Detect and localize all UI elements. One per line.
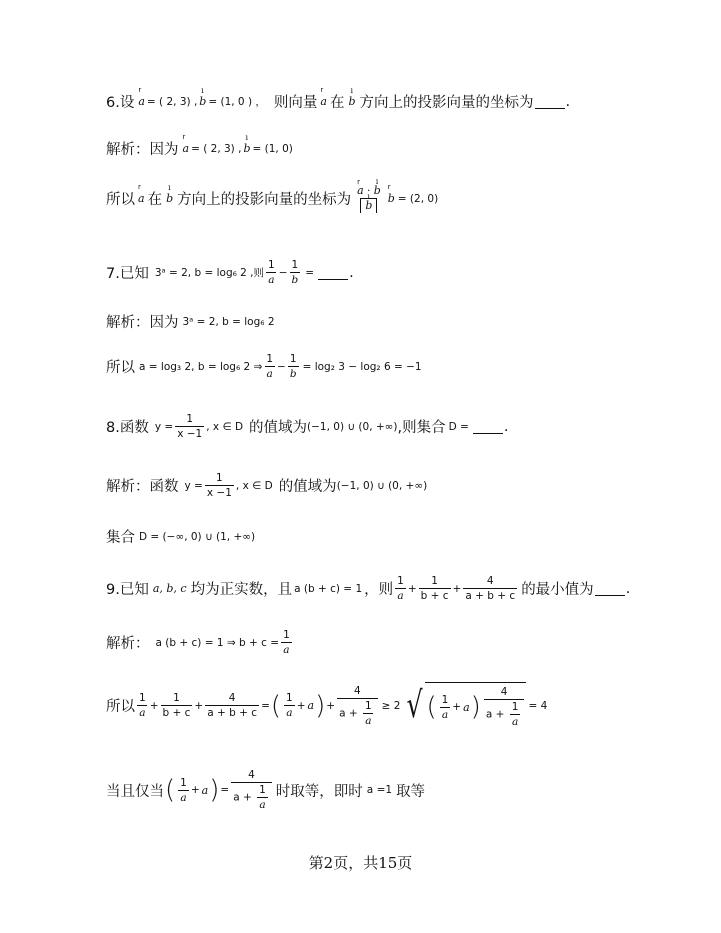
vector-a: r a — [138, 95, 145, 108]
vector-a: r a — [183, 142, 190, 155]
fraction-one-over-b: $\frac{1}{b}$ — [291, 259, 299, 286]
q7-conclusion: 所以 a = log₃ 2, b = log₆ 2 ⇒ $\frac{1}{a}$ − $\frac{1}{b}$ = log₂ 3 − log₂ 6 = −1 — [106, 353, 422, 380]
q7-prompt: 7.已知 3ᵃ = 2, b = log₆ 2 ,则 $\frac{1}{a}$ − $\frac{1}{b}$ = . — [106, 259, 354, 286]
q8-set: 集合 D = (−∞, 0) ∪ (1, +∞) — [106, 530, 256, 546]
fraction-one-over-x-minus-1: $\frac{1}{x -1}$ — [177, 413, 203, 440]
square-root: √ ( $\frac{1}{a}$ + a ) 4 a + $\frac{1}{a}$ — [403, 682, 527, 729]
q9-inequality: 所以 $\frac{1}{a}$ + $\frac{1}{b + c}$ + $\frac{4}{a + b + c}$ = ( $\frac{1}{a}$ + a ) + 4 a + $\frac{1}{a}$ ≥ 2 √ ( $\frac{1}{a}$ + a ) 4 a + $\frac{1}{a}$ = 4 — [106, 682, 547, 729]
page-footer: 第2页，共15页 — [308, 854, 413, 872]
vector-b: ı b — [348, 95, 355, 108]
q8-solution: 解析：函数 y = $\frac{1}{x -1}$ , x ∈ D 的值域为 (−1, 0) ∪ (0, +∞) — [106, 472, 428, 499]
answer-blank — [535, 94, 565, 109]
q6-prompt: 6.设 r a = ( 2, 3) , ı b = (1, 0 ) ， 则向量 r a 在 ı b 方向上的投影向量的坐标为 . — [106, 91, 570, 112]
vector-b: ı b — [199, 95, 206, 108]
answer-blank — [318, 265, 348, 280]
fraction-one-over-b: $\frac{1}{b}$ — [289, 353, 297, 380]
q9-solution: 解析： a (b + c) = 1 ⇒ b + c = $\frac{1}{a}$ — [106, 629, 290, 656]
q9-prompt: 9.已知 a, b, c 均为正实数，且 a (b + c) = 1 ，则 $\frac{1}{a}$ + $\frac{1}{b + c}$ + $\frac{4}{a + b + c}$ 的最小值为 . — [106, 575, 631, 602]
q8-prompt: 8.函数 y = $\frac{1}{x -1}$ , x ∈ D 的值域为 (−1, 0) ∪ (0, +∞) ,则集合 D = . — [106, 413, 509, 440]
vector-b: ı b — [243, 142, 250, 155]
projection-fraction: r a · ı b ı b — [355, 184, 383, 213]
fraction-one-over-a: $\frac{1}{a}$ — [266, 353, 274, 380]
vector-b: ı b — [166, 192, 173, 205]
q6-solution: 解析：因为 r a = ( 2, 3) , ı b = (1, 0) — [106, 138, 293, 159]
vector-b: r b — [388, 192, 395, 205]
answer-blank — [473, 419, 503, 434]
vector-a: r a — [320, 95, 327, 108]
q7-solution: 解析：因为 3ᵃ = 2, b = log₆ 2 — [106, 315, 275, 331]
q9-equality-condition: 当且仅当 ( $\frac{1}{a}$ + a ) = 4 a + $\frac{1}{a}$ 时取等，即时 a =1 取等 — [106, 769, 426, 811]
fraction-one-over-a: $\frac{1}{a}$ — [268, 259, 275, 286]
q6-conclusion: 所以 r a 在 ı b 方向上的投影向量的坐标为 r a · ı b ı b r b = (2, 0) — [106, 184, 438, 213]
answer-blank — [595, 581, 625, 596]
fraction-one-over-x-minus-1: $\frac{1}{x -1}$ — [206, 472, 232, 499]
vector-a: r a — [138, 192, 145, 205]
